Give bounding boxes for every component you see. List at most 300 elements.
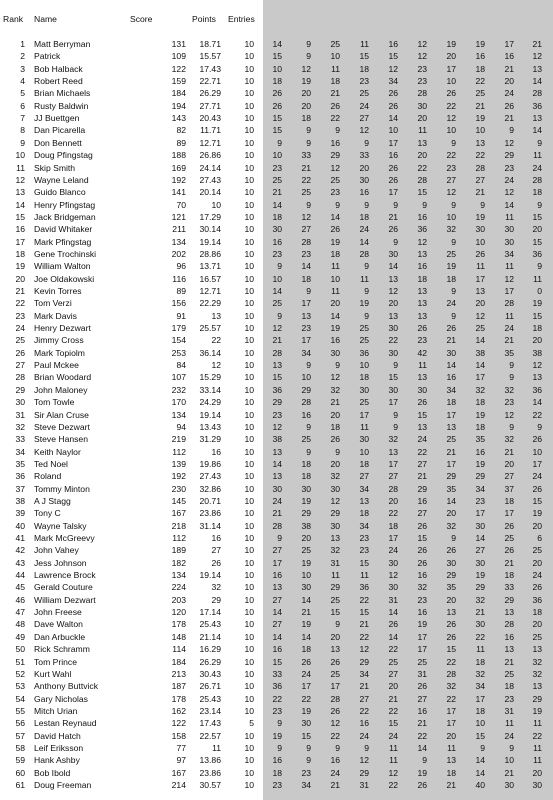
round-score-cell: 9 bbox=[451, 236, 456, 247]
round-score-cell: 18 bbox=[301, 273, 311, 284]
round-score-cell: 36 bbox=[532, 384, 542, 395]
score-cell: 187 bbox=[171, 681, 186, 692]
round-score-cell: 21 bbox=[475, 100, 485, 111]
table-row bbox=[0, 396, 553, 408]
round-score-cell: 9 bbox=[306, 39, 311, 49]
round-score-cell: 17 bbox=[475, 508, 485, 519]
points-cell: 17.14 bbox=[199, 607, 221, 618]
round-score-cell: 19 bbox=[301, 619, 311, 630]
entries-cell: 10 bbox=[244, 63, 254, 74]
rank-cell: 60 bbox=[15, 767, 25, 778]
player-name: Tom Prince bbox=[34, 656, 77, 667]
round-score-cell: 11 bbox=[533, 718, 542, 729]
player-name: Keith Naylor bbox=[34, 446, 81, 457]
round-score-cell: 15 bbox=[272, 656, 282, 667]
round-score-cell: 14 bbox=[532, 76, 542, 87]
round-score-cell: 21 bbox=[272, 335, 282, 346]
round-score-cell: 12 bbox=[330, 162, 340, 173]
entries-cell: 10 bbox=[244, 248, 254, 259]
round-score-cell: 9 bbox=[451, 533, 456, 543]
round-score-cell: 18 bbox=[475, 421, 485, 432]
round-score-cell: 30 bbox=[359, 384, 369, 395]
round-score-cell: 17 bbox=[532, 458, 542, 469]
points-cell: 12 bbox=[211, 360, 221, 371]
round-score-cell: 24 bbox=[504, 323, 514, 334]
round-score-cell: 24 bbox=[504, 174, 514, 185]
round-score-cell: 30 bbox=[388, 582, 398, 593]
round-score-cell: 23 bbox=[504, 397, 514, 408]
round-score-cell: 22 bbox=[388, 705, 398, 716]
player-name: Leif Eriksson bbox=[34, 742, 84, 753]
player-name: Jess Johnson bbox=[34, 557, 87, 568]
round-score-cell: 16 bbox=[272, 755, 282, 766]
entries-cell: 10 bbox=[244, 335, 254, 346]
round-score-cell: 15 bbox=[532, 495, 542, 506]
round-score-cell: 14 bbox=[330, 310, 340, 321]
round-score-cell: 25 bbox=[504, 668, 514, 679]
score-cell: 213 bbox=[171, 668, 186, 679]
round-score-cell: 32 bbox=[330, 471, 340, 482]
player-name: Ted Noel bbox=[34, 458, 68, 469]
round-score-cell: 25 bbox=[359, 323, 369, 334]
round-score-cell: 17 bbox=[330, 681, 340, 692]
player-name: Lestan Reynaud bbox=[34, 718, 97, 729]
round-score-cell: 15 bbox=[532, 211, 542, 222]
rank-cell: 9 bbox=[20, 137, 25, 148]
rank-cell: 54 bbox=[15, 693, 25, 704]
round-score-cell: 21 bbox=[504, 557, 514, 568]
round-score-cell: 17 bbox=[272, 557, 282, 568]
round-score-cell: 25 bbox=[504, 533, 514, 543]
round-score-cell: 38 bbox=[532, 347, 542, 358]
round-score-cell: 26 bbox=[330, 100, 340, 111]
round-score-cell: 24 bbox=[446, 298, 456, 309]
player-name: Doug Freeman bbox=[34, 780, 92, 790]
round-score-cell: 12 bbox=[301, 63, 311, 74]
round-score-cell: 12 bbox=[330, 495, 340, 506]
score-cell: 141 bbox=[171, 187, 186, 198]
round-score-cell: 34 bbox=[475, 681, 485, 692]
round-score-cell: 15 bbox=[417, 533, 427, 543]
round-score-cell: 18 bbox=[359, 63, 369, 74]
score-cell: 162 bbox=[171, 705, 186, 716]
player-name: Anthony Buttvick bbox=[34, 681, 99, 692]
round-score-cell: 18 bbox=[359, 211, 369, 222]
points-cell: 22.71 bbox=[199, 76, 221, 87]
rank-cell: 37 bbox=[15, 483, 25, 494]
round-score-cell: 16 bbox=[417, 211, 427, 222]
round-score-cell: 10 bbox=[359, 360, 369, 371]
round-score-cell: 17 bbox=[417, 644, 427, 655]
round-score-cell: 13 bbox=[504, 644, 514, 655]
round-score-cell: 26 bbox=[446, 323, 456, 334]
round-score-cell: 23 bbox=[272, 162, 282, 173]
player-name: Roland bbox=[34, 471, 62, 482]
rank-cell: 8 bbox=[20, 125, 25, 136]
rank-cell: 42 bbox=[15, 545, 25, 556]
round-score-cell: 18 bbox=[475, 397, 485, 408]
table-row bbox=[0, 730, 553, 742]
round-score-cell: 20 bbox=[446, 730, 456, 741]
round-score-cell: 12 bbox=[272, 323, 282, 334]
round-score-cell: 26 bbox=[388, 162, 398, 173]
round-score-cell: 29 bbox=[301, 384, 311, 395]
points-cell: 30.14 bbox=[199, 224, 221, 235]
score-cell: 84 bbox=[176, 360, 186, 371]
score-cell: 145 bbox=[171, 495, 186, 506]
round-score-cell: 36 bbox=[359, 582, 369, 593]
round-score-cell: 11 bbox=[533, 742, 542, 753]
table-row bbox=[0, 520, 553, 532]
round-score-cell: 22 bbox=[359, 705, 369, 716]
round-score-cell: 14 bbox=[330, 211, 340, 222]
round-score-cell: 11 bbox=[331, 261, 340, 272]
round-score-cell: 17 bbox=[504, 286, 514, 296]
points-cell: 19.14 bbox=[199, 409, 221, 420]
round-score-cell: 21 bbox=[359, 681, 369, 692]
round-score-cell: 29 bbox=[417, 483, 427, 494]
round-score-cell: 17 bbox=[301, 681, 311, 692]
table-row bbox=[0, 199, 553, 211]
score-cell: 116 bbox=[172, 273, 186, 284]
entries-cell: 10 bbox=[244, 730, 254, 741]
entries-cell: 10 bbox=[244, 495, 254, 506]
round-score-cell: 24 bbox=[504, 88, 514, 99]
score-cell: 184 bbox=[171, 656, 186, 667]
round-score-cell: 9 bbox=[335, 446, 340, 457]
round-score-cell: 25 bbox=[330, 594, 340, 605]
round-score-cell: 13 bbox=[417, 137, 427, 148]
table-row bbox=[0, 779, 553, 791]
round-score-cell: 18 bbox=[446, 397, 456, 408]
round-score-cell: 11 bbox=[533, 273, 542, 284]
round-score-cell: 22 bbox=[359, 594, 369, 605]
rank-cell: 46 bbox=[15, 594, 25, 605]
points-cell: 20.43 bbox=[199, 113, 221, 124]
round-score-cell: 9 bbox=[306, 51, 311, 62]
round-score-cell: 28 bbox=[301, 236, 311, 247]
round-score-cell: 17 bbox=[388, 137, 398, 148]
player-name: A J Stagg bbox=[34, 495, 71, 506]
round-score-cell: 27 bbox=[475, 174, 485, 185]
player-name: Dan Arbuckle bbox=[34, 631, 86, 642]
points-cell: 13.43 bbox=[199, 421, 221, 432]
score-cell: 189 bbox=[171, 545, 186, 556]
rank-cell: 40 bbox=[15, 520, 25, 531]
round-score-cell: 10 bbox=[272, 273, 282, 284]
round-score-cell: 13 bbox=[388, 273, 398, 284]
round-score-cell: 23 bbox=[417, 335, 427, 346]
score-cell: 134 bbox=[171, 409, 186, 420]
entries-cell: 10 bbox=[244, 557, 254, 568]
round-score-cell: 15 bbox=[417, 409, 427, 420]
points-cell: 16.57 bbox=[199, 273, 221, 284]
rank-cell: 20 bbox=[15, 273, 25, 284]
rank-cell: 56 bbox=[15, 718, 25, 729]
round-score-cell: 30 bbox=[330, 483, 340, 494]
points-cell: 28.86 bbox=[199, 248, 221, 259]
round-score-cell: 19 bbox=[446, 261, 456, 272]
round-score-cell: 36 bbox=[532, 594, 542, 605]
round-score-cell: 31 bbox=[417, 668, 427, 679]
round-score-cell: 21 bbox=[301, 607, 311, 618]
round-score-cell: 17 bbox=[446, 63, 456, 74]
round-score-cell: 14 bbox=[301, 261, 311, 272]
player-name: Henry Pfingstag bbox=[34, 199, 96, 210]
round-score-cell: 25 bbox=[417, 656, 427, 667]
player-name: Dan Picarella bbox=[34, 125, 86, 136]
round-score-cell: 25 bbox=[446, 248, 456, 259]
round-score-cell: 15 bbox=[272, 372, 282, 383]
round-score-cell: 18 bbox=[301, 458, 311, 469]
round-score-cell: 9 bbox=[306, 446, 311, 457]
round-score-cell: 25 bbox=[532, 631, 542, 642]
rank-cell: 16 bbox=[15, 224, 25, 235]
entries-cell: 10 bbox=[244, 298, 254, 309]
round-score-cell: 13 bbox=[272, 446, 282, 457]
entries-cell: 10 bbox=[244, 681, 254, 692]
round-score-cell: 25 bbox=[330, 174, 340, 185]
table-row bbox=[0, 186, 553, 198]
round-score-cell: 26 bbox=[446, 619, 456, 630]
round-score-cell: 26 bbox=[388, 100, 398, 111]
round-score-cell: 14 bbox=[272, 458, 282, 469]
round-score-cell: 23 bbox=[301, 323, 311, 334]
player-name: Sir Alan Cruse bbox=[34, 409, 89, 420]
round-score-cell: 21 bbox=[504, 446, 514, 457]
round-score-cell: 13 bbox=[301, 310, 311, 321]
round-score-cell: 9 bbox=[306, 742, 311, 753]
points-cell: 27.43 bbox=[199, 174, 221, 185]
player-name: John Freese bbox=[34, 607, 82, 618]
table-row bbox=[0, 248, 553, 260]
round-score-cell: 23 bbox=[301, 248, 311, 259]
round-score-cell: 10 bbox=[301, 372, 311, 383]
points-cell: 25.43 bbox=[199, 693, 221, 704]
rank-cell: 4 bbox=[20, 76, 25, 87]
player-name: Matt Berryman bbox=[34, 39, 91, 49]
round-score-cell: 20 bbox=[330, 631, 340, 642]
round-score-cell: 33 bbox=[272, 668, 282, 679]
points-cell: 26.29 bbox=[199, 656, 221, 667]
round-score-cell: 28 bbox=[504, 298, 514, 309]
player-name: Mitch Urian bbox=[34, 705, 78, 716]
round-score-cell: 11 bbox=[533, 755, 542, 766]
entries-cell: 10 bbox=[244, 360, 254, 371]
player-name: William Walton bbox=[34, 261, 91, 272]
round-score-cell: 9 bbox=[364, 199, 369, 210]
round-score-cell: 16 bbox=[504, 51, 514, 62]
round-score-cell: 31 bbox=[388, 594, 398, 605]
round-score-cell: 23 bbox=[504, 162, 514, 173]
round-score-cell: 9 bbox=[509, 125, 514, 136]
round-score-cell: 18 bbox=[532, 607, 542, 618]
round-score-cell: 20 bbox=[330, 409, 340, 420]
score-cell: 182 bbox=[171, 557, 186, 568]
points-cell: 36.14 bbox=[199, 347, 221, 358]
round-score-cell: 15 bbox=[388, 372, 398, 383]
entries-cell: 10 bbox=[244, 570, 254, 581]
points-cell: 10 bbox=[211, 199, 221, 210]
round-score-cell: 9 bbox=[277, 310, 282, 321]
round-score-cell: 15 bbox=[475, 730, 485, 741]
round-score-cell: 9 bbox=[422, 755, 427, 766]
round-score-cell: 10 bbox=[272, 150, 282, 161]
round-score-cell: 19 bbox=[475, 458, 485, 469]
score-cell: 91 bbox=[176, 310, 186, 321]
score-cell: 89 bbox=[176, 137, 186, 148]
entries-cell: 10 bbox=[244, 705, 254, 716]
points-cell: 13.71 bbox=[199, 261, 221, 272]
round-score-cell: 26 bbox=[504, 520, 514, 531]
player-name: Mark McGreevy bbox=[34, 533, 95, 543]
round-score-cell: 30 bbox=[388, 347, 398, 358]
round-score-cell: 17 bbox=[446, 409, 456, 420]
score-cell: 188 bbox=[171, 150, 186, 161]
round-score-cell: 16 bbox=[475, 446, 485, 457]
round-score-cell: 9 bbox=[451, 310, 456, 321]
table-row bbox=[0, 483, 553, 495]
round-score-cell: 11 bbox=[389, 755, 398, 766]
round-score-cell: 14 bbox=[272, 607, 282, 618]
rank-cell: 41 bbox=[15, 533, 25, 543]
round-score-cell: 11 bbox=[476, 644, 485, 655]
round-score-cell: 26 bbox=[417, 520, 427, 531]
round-score-cell: 22 bbox=[475, 76, 485, 87]
score-cell: 131 bbox=[171, 39, 186, 49]
round-score-cell: 11 bbox=[331, 286, 340, 296]
round-score-cell: 15 bbox=[388, 718, 398, 729]
player-name: David Whitaker bbox=[34, 224, 93, 235]
rank-cell: 7 bbox=[20, 113, 25, 124]
table-row bbox=[0, 211, 553, 223]
score-cell: 170 bbox=[171, 397, 186, 408]
round-score-cell: 14 bbox=[388, 113, 398, 124]
round-score-cell: 26 bbox=[330, 656, 340, 667]
round-score-cell: 19 bbox=[532, 508, 542, 519]
round-score-cell: 14 bbox=[359, 236, 369, 247]
score-cell: 122 bbox=[171, 718, 186, 729]
score-cell: 218 bbox=[171, 520, 186, 531]
round-score-cell: 12 bbox=[388, 63, 398, 74]
round-score-cell: 11 bbox=[331, 570, 340, 581]
round-score-cell: 18 bbox=[504, 570, 514, 581]
round-score-cell: 13 bbox=[388, 310, 398, 321]
round-score-cell: 9 bbox=[509, 742, 514, 753]
round-score-cell: 23 bbox=[272, 409, 282, 420]
round-score-cell: 21 bbox=[272, 187, 282, 198]
round-score-cell: 29 bbox=[330, 582, 340, 593]
score-cell: 143 bbox=[171, 113, 186, 124]
round-score-cell: 9 bbox=[509, 360, 514, 371]
round-score-cell: 19 bbox=[475, 113, 485, 124]
score-cell: 148 bbox=[171, 631, 186, 642]
entries-cell: 10 bbox=[244, 668, 254, 679]
table-row bbox=[0, 668, 553, 680]
round-score-cell: 9 bbox=[335, 742, 340, 753]
round-score-cell: 21 bbox=[330, 780, 340, 790]
player-name: JJ Buettgen bbox=[34, 113, 80, 124]
rank-cell: 18 bbox=[15, 248, 25, 259]
round-score-cell: 21 bbox=[388, 211, 398, 222]
round-score-cell: 24 bbox=[359, 100, 369, 111]
round-score-cell: 30 bbox=[532, 780, 542, 790]
table-row bbox=[0, 174, 553, 186]
entries-cell: 10 bbox=[244, 483, 254, 494]
entries-cell: 10 bbox=[244, 162, 254, 173]
entries-cell: 10 bbox=[244, 607, 254, 618]
points-cell: 17.43 bbox=[199, 718, 221, 729]
round-score-cell: 17 bbox=[446, 458, 456, 469]
entries-cell: 10 bbox=[244, 113, 254, 124]
round-score-cell: 30 bbox=[475, 619, 485, 630]
round-score-cell: 9 bbox=[335, 360, 340, 371]
round-score-cell: 20 bbox=[475, 298, 485, 309]
table-row bbox=[0, 754, 553, 766]
round-score-cell: 26 bbox=[272, 88, 282, 99]
round-score-cell: 25 bbox=[475, 323, 485, 334]
round-score-cell: 30 bbox=[301, 483, 311, 494]
round-score-cell: 19 bbox=[446, 39, 456, 49]
round-score-cell: 16 bbox=[417, 705, 427, 716]
round-score-cell: 28 bbox=[272, 520, 282, 531]
round-score-cell: 27 bbox=[417, 693, 427, 704]
round-score-cell: 12 bbox=[388, 286, 398, 296]
round-score-cell: 20 bbox=[388, 298, 398, 309]
round-score-cell: 26 bbox=[504, 545, 514, 556]
points-cell: 31.29 bbox=[199, 434, 221, 445]
round-score-cell: 18 bbox=[330, 421, 340, 432]
score-cell: 134 bbox=[171, 570, 186, 581]
table-row bbox=[0, 38, 553, 50]
rank-cell: 61 bbox=[15, 780, 25, 790]
round-score-cell: 26 bbox=[417, 323, 427, 334]
round-score-cell: 30 bbox=[272, 224, 282, 235]
round-score-cell: 18 bbox=[475, 63, 485, 74]
rank-cell: 45 bbox=[15, 582, 25, 593]
round-score-cell: 25 bbox=[475, 88, 485, 99]
round-score-cell: 12 bbox=[417, 39, 427, 49]
rank-cell: 48 bbox=[15, 619, 25, 630]
round-score-cell: 23 bbox=[359, 533, 369, 543]
round-score-cell: 33 bbox=[504, 582, 514, 593]
round-score-cell: 20 bbox=[446, 508, 456, 519]
round-score-cell: 26 bbox=[388, 619, 398, 630]
round-score-cell: 14 bbox=[532, 397, 542, 408]
entries-cell: 10 bbox=[244, 458, 254, 469]
rank-cell: 28 bbox=[15, 372, 25, 383]
player-name: David Hatch bbox=[34, 730, 81, 741]
round-score-cell: 30 bbox=[359, 434, 369, 445]
round-score-cell: 12 bbox=[301, 211, 311, 222]
round-score-cell: 36 bbox=[532, 248, 542, 259]
round-score-cell: 22 bbox=[446, 100, 456, 111]
rank-cell: 24 bbox=[15, 323, 25, 334]
round-score-cell: 9 bbox=[306, 125, 311, 136]
round-score-cell: 28 bbox=[504, 619, 514, 630]
round-score-cell: 9 bbox=[306, 421, 311, 432]
round-score-cell: 30 bbox=[388, 248, 398, 259]
player-name: Kurt Wahl bbox=[34, 668, 72, 679]
round-score-cell: 9 bbox=[393, 360, 398, 371]
round-score-cell: 27 bbox=[301, 224, 311, 235]
round-score-cell: 14 bbox=[475, 767, 485, 778]
rank-cell: 49 bbox=[15, 631, 25, 642]
round-score-cell: 30 bbox=[388, 384, 398, 395]
round-score-cell: 13 bbox=[532, 372, 542, 383]
round-score-cell: 12 bbox=[417, 236, 427, 247]
round-score-cell: 30 bbox=[359, 174, 369, 185]
